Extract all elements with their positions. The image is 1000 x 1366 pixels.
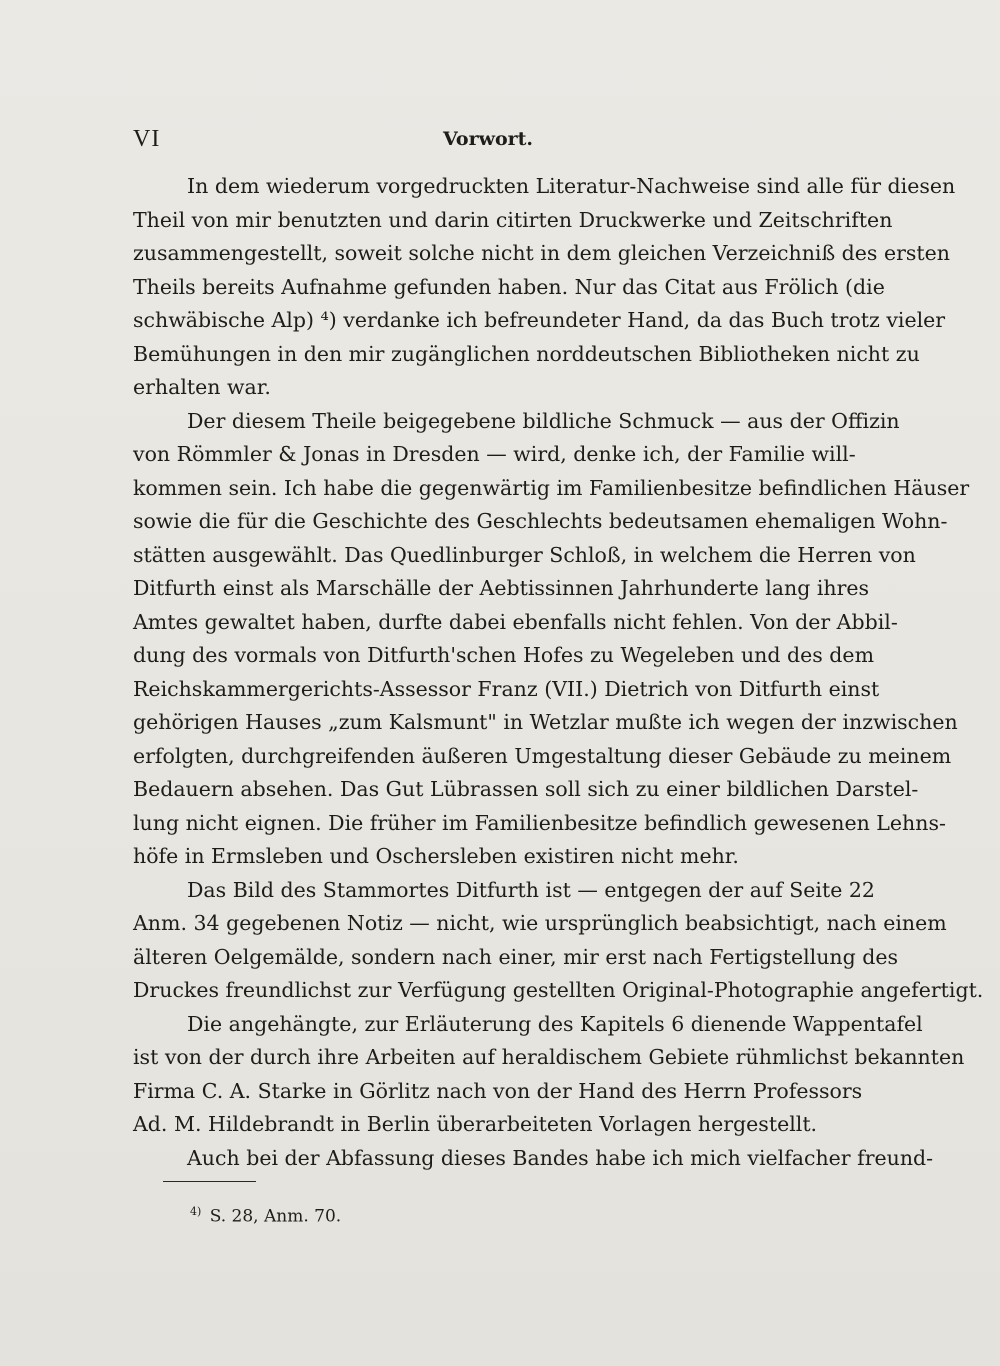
footnote-marker: 4)	[190, 1205, 202, 1218]
text-line: Bedauern absehen. Das Gut Lübrassen soll sich zu einer bildlichen Darstel-	[133, 777, 919, 801]
text-line: Auch bei der Abfassung dieses Bandes habe ich mich vielfacher freund-	[187, 1145, 934, 1170]
text-line: zusammengestellt, soweit solche nicht in dem gleichen Verzeichniß des ersten	[133, 241, 950, 265]
text-line: Ad. M. Hildebrandt in Berlin überarbeiteten Vorlagen hergestellt.	[133, 1112, 818, 1136]
text-line: Bemühungen in den mir zugänglichen norddeutschen Bibliotheken nicht zu	[133, 341, 920, 366]
text-line: Theil von mir benutzten und darin citirten Druckwerke und Zeitschriften	[133, 207, 893, 232]
text-line: lung nicht eignen. Die früher im Familienbesitze befindlich gewesenen Lehns-	[133, 810, 946, 835]
body-text	[133, 170, 984, 1175]
page-number: VI	[133, 126, 161, 152]
text-line: erhalten war.	[133, 375, 271, 399]
text-line: Ditfurth einst als Marschälle der Aebtissinnen Jahrhunderte lang ihres	[133, 576, 870, 600]
text-line: Firma C. A. Starke in Görlitz nach von der Hand des Herrn Professors	[133, 1078, 863, 1103]
footnote-divider	[163, 1181, 256, 1182]
running-title: Vorwort.	[442, 128, 534, 150]
text-line: In dem wiederum vorgedruckten Literatur-Nachweise sind alle für diesen	[187, 174, 956, 198]
page-header	[133, 122, 843, 162]
text-line: kommen sein. Ich habe die gegenwärtig im Familienbesitze befindlichen Häuser	[133, 475, 970, 500]
text-line: schwäbische Alp) ⁴) verdanke ich befreundeter Hand, da das Buch trotz vieler	[133, 308, 946, 332]
text-line: sowie die für die Geschichte des Geschlechts bedeutsamen ehemaligen Wohn-	[133, 509, 948, 533]
text-line: höfe in Ermsleben und Oschersleben existiren nicht mehr.	[133, 844, 739, 868]
text-line: Reichskammergerichts-Assessor Franz (VII.) Dietrich von Ditfurth einst	[133, 676, 880, 701]
text-line: ist von der durch ihre Arbeiten auf heraldischem Gebiete rühmlichst bekannten	[133, 1045, 965, 1069]
text-line: Amtes gewaltet haben, durfte dabei ebenfalls nicht fehlen. Von der Abbil-	[133, 609, 898, 634]
text-line: von Römmler & Jonas in Dresden — wird, denke ich, der Familie will-	[133, 442, 856, 466]
text-line: Theils bereits Aufnahme gefunden haben. Nur das Citat aus Frölich (die	[133, 274, 885, 299]
text-line: gehörigen Hauses „zum Kalsmunt" in Wetzlar mußte ich wegen der inzwischen	[133, 710, 958, 734]
text-line: älteren Oelgemälde, sondern nach einer, mir erst nach Fertigstellung des	[133, 944, 899, 969]
footnote	[190, 1205, 341, 1227]
text-line: Das Bild des Stammortes Ditfurth ist — entgegen der auf Seite 22	[187, 877, 875, 902]
text-line: Der diesem Theile beigegebene bildliche Schmuck — aus der Offizin	[187, 408, 900, 433]
footnote-text: S. 28, Anm. 70.	[209, 1206, 342, 1227]
text-line: Druckes freundlichst zur Verfügung gestellten Original-Photographie angefertigt.	[133, 978, 984, 1002]
text-line: Anm. 34 gegebenen Notiz — nicht, wie ursprünglich beabsichtigt, nach einem	[133, 911, 947, 935]
text-line: stätten ausgewählt. Das Quedlinburger Schloß, in welchem die Herren von	[133, 542, 916, 567]
text-line: dung des vormals von Ditfurth'schen Hofes zu Wegeleben und des dem	[133, 643, 875, 667]
text-line: Die angehängte, zur Erläuterung des Kapitels 6 dienende Wappentafel	[187, 1011, 923, 1036]
text-line: erfolgten, durchgreifenden äußeren Umgestaltung dieser Gebäude zu meinem	[133, 743, 952, 768]
